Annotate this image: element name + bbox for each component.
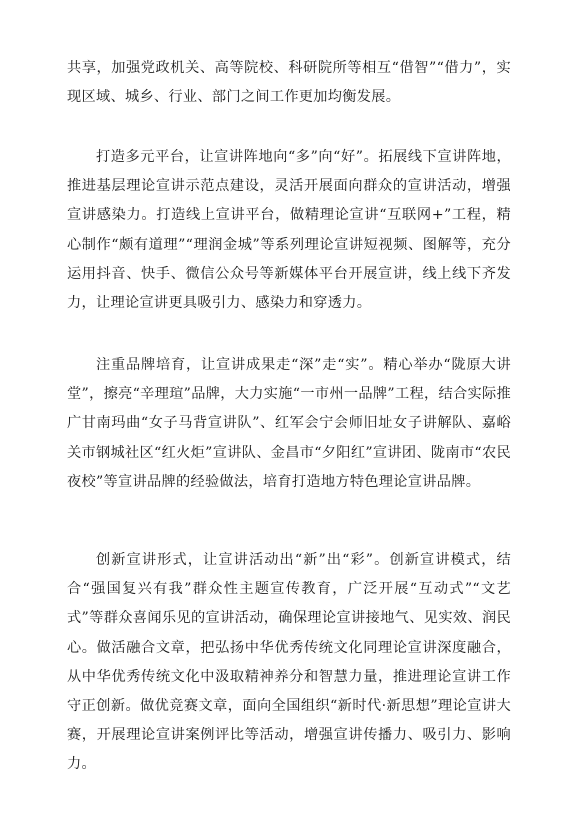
paragraph-continuation: 共享，加强党政机关、高等院校、科研院所等相互“借智”“借力”，实现区域、城乡、行业、部门之间工作更加均衡发展。	[67, 60, 511, 106]
paragraph-brand-cultivation: 注重品牌培育，让宣讲成果走“深”走“实”。精心举办“陇原大讲堂”，擦亮“辛理瑄”品牌，大力实施“一市州一品牌”工程，结合实际推广甘南玛曲“女子马背宣讲队”、红军会宁会师旧址女子讲解队、嘉峪关市钢城社区“红火炬”宣讲队、金昌市“夕阳红”宣讲团、陇南市“农民夜校”等宣讲品牌的经验做法，培育打造地方特色理论宣讲品牌。	[67, 357, 511, 490]
paragraph-innovative-forms: 创新宣讲形式，让宣讲活动出“新”出“彩”。创新宣讲模式，结合“强国复兴有我”群众性主题宣传教育，广泛开展“互动式”“文艺式”等群众喜闻乐见的宣讲活动，确保理论宣讲接地气、见实效、润民心。做活融合文章，把弘扬中华优秀传统文化同理论宣讲深度融合，从中华优秀传统文化中汲取精神养分和智慧力量，推进理论宣讲工作守正创新。做优竞赛文章，面向全国组织“新时代·新思想”理论宣讲大赛，开展理论宣讲案例评比等活动，增强宣讲传播力、吸引力、影响力。	[67, 552, 511, 773]
paragraph-diverse-platforms: 打造多元平台，让宣讲阵地向“多”向“好”。拓展线下宣讲阵地，推进基层理论宣讲示范点建设，灵活开展面向群众的宣讲活动，增强宣讲感染力。打造线上宣讲平台，做精理论宣讲“互联网+”工程，精心制作“颇有道理”“理润金城”等系列理论宣讲短视频、图解等，充分运用抖音、快手、微信公众号等新媒体平台开展宣讲，线上线下齐发力，让理论宣讲更具吸引力、感染力和穿透力。	[67, 149, 511, 312]
